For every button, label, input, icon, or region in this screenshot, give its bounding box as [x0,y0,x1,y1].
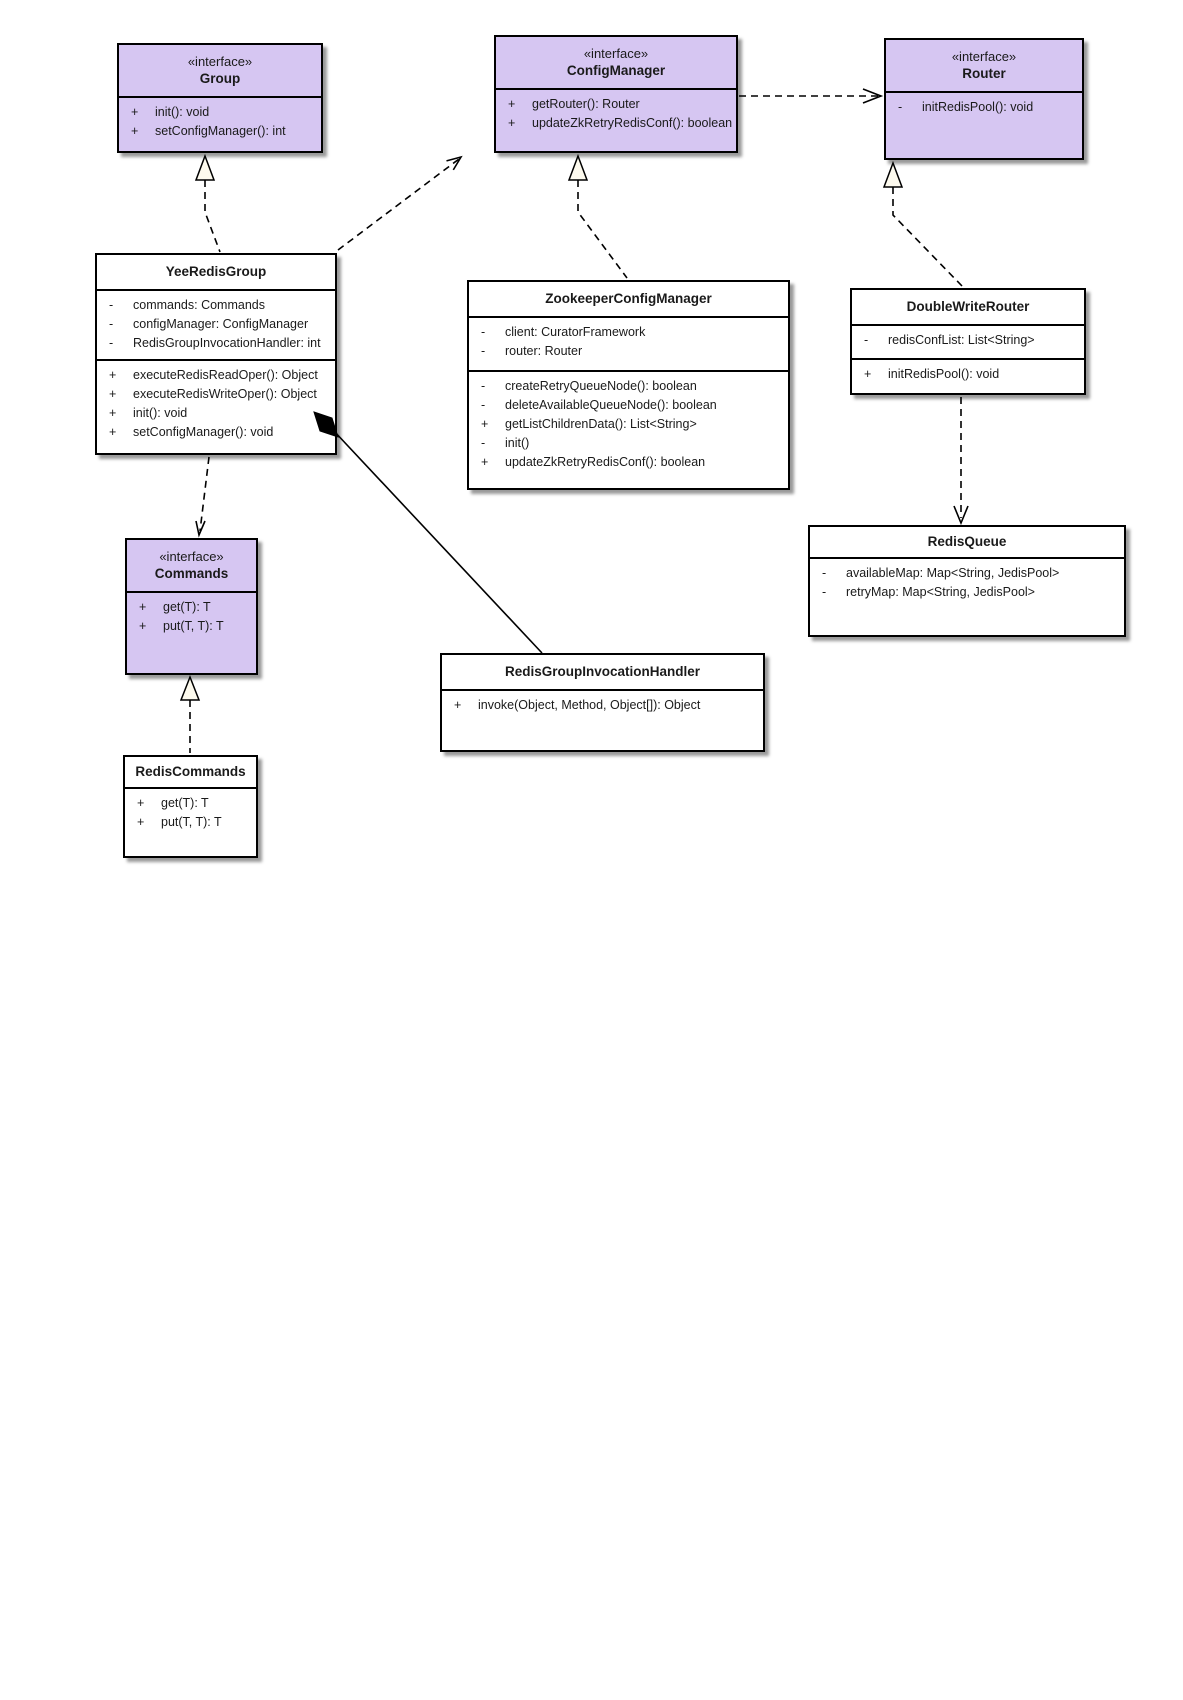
member-row [127,617,256,636]
class-header [496,37,736,90]
member-row [469,415,788,434]
member-row [97,404,335,423]
visibility-marker: + [109,425,117,439]
visibility-marker: + [131,124,139,138]
realization-rediscommands-commands [181,677,199,753]
dependency-configmanager-router [739,89,881,103]
class-header [469,282,788,318]
member-text: RedisGroupInvocationHandler: int [133,336,321,350]
member-row [97,334,335,353]
member-text: updateZkRetryRedisConf(): boolean [505,455,706,469]
visibility-marker: - [822,585,827,599]
class-name: RedisGroupInvocationHandler [504,664,701,679]
member-row [810,564,1124,583]
realization-zookeeperconfigmanager-configmanager [569,156,627,278]
member-row [442,696,763,715]
visibility-marker: + [864,367,872,381]
class-name: DoubleWriteRouter [906,299,1030,314]
visibility-marker: - [481,325,486,339]
operations-compartment [125,789,256,856]
class-group[interactable] [117,43,323,153]
member-text: configManager: ConfigManager [133,317,309,331]
member-text: updateZkRetryRedisConf(): boolean [532,116,733,130]
member-row [852,331,1084,350]
operations-compartment [886,93,1082,158]
open-arrowhead [196,521,205,535]
visibility-marker: + [139,619,147,633]
attributes-compartment [469,318,788,370]
class-header [119,45,321,98]
class-commands[interactable] [125,538,258,675]
stereotype-label: «interface» [583,46,649,61]
visibility-marker: - [481,344,486,358]
member-row [125,813,256,832]
member-text: deleteAvailableQueueNode(): boolean [505,398,717,412]
member-text: redisConfList: List<String> [888,333,1035,347]
class-name: Router [962,66,1006,81]
class-name: RedisCommands [135,764,246,779]
visibility-marker: - [864,333,869,347]
member-row [469,323,788,342]
class-name: RedisQueue [927,534,1007,549]
member-text: executeRedisWriteOper(): Object [133,387,317,401]
visibility-marker: - [481,398,486,412]
dependency-yeeredisgroup-commands [196,457,209,535]
member-row [127,598,256,617]
class-name: Group [199,71,241,86]
class-name: ZookeeperConfigManager [545,291,712,306]
member-row [469,342,788,361]
member-row [886,98,1082,117]
visibility-marker: + [139,600,147,614]
member-text: put(T, T): T [161,815,222,829]
member-text: createRetryQueueNode(): boolean [505,379,697,393]
open-arrowhead [954,506,968,523]
stereotype-label: «interface» [187,54,253,69]
member-text: getListChildrenData(): List<String> [505,417,697,431]
member-row [97,315,335,334]
member-text: retryMap: Map<String, JedisPool> [846,585,1035,599]
stereotype-label: «interface» [951,49,1017,64]
member-row [97,385,335,404]
hollow-triangle-arrowhead [181,677,199,700]
class-redisgroupinvocationhandler[interactable] [440,653,765,752]
member-row [469,377,788,396]
member-text: initRedisPool(): void [922,100,1034,114]
member-text: get(T): T [161,796,209,810]
member-text: client: CuratorFramework [505,325,646,339]
operations-compartment [97,359,335,453]
visibility-marker: + [109,406,117,420]
member-text: put(T, T): T [163,619,224,633]
visibility-marker: + [137,796,145,810]
class-configmanager[interactable] [494,35,738,153]
member-row [125,794,256,813]
member-text: getRouter(): Router [532,97,640,111]
class-header [127,540,256,593]
operations-compartment [119,98,321,151]
member-text: init(): void [133,406,188,420]
class-name: ConfigManager [566,63,666,78]
operations-compartment [852,358,1084,393]
member-text: commands: Commands [133,298,265,312]
class-header [125,757,256,789]
member-text: setConfigManager(): int [155,124,286,138]
dependency-doublewriterouter-redisqueue [954,397,968,523]
operations-compartment [442,691,763,750]
visibility-marker: - [822,566,827,580]
member-row [496,95,736,114]
class-header [886,40,1082,93]
operations-compartment [496,90,736,151]
visibility-marker: + [508,116,516,130]
visibility-marker: - [109,336,114,350]
class-header [442,655,763,691]
visibility-marker: + [137,815,145,829]
hollow-triangle-arrowhead [884,163,902,187]
member-row [119,103,321,122]
open-arrowhead [447,157,462,170]
class-name: YeeRedisGroup [165,264,267,279]
member-row [469,396,788,415]
member-text: init() [505,436,530,450]
member-text: executeRedisReadOper(): Object [133,368,318,382]
class-yeeredisgroup[interactable] [95,253,337,455]
hollow-triangle-arrowhead [569,156,587,180]
visibility-marker: - [481,436,486,450]
member-row [496,114,736,133]
member-text: availableMap: Map<String, JedisPool> [846,566,1060,580]
stereotype-label: «interface» [159,549,224,564]
attributes-compartment [810,559,1124,635]
class-zookeeperconfigmanager[interactable] [467,280,790,490]
visibility-marker: + [508,97,516,111]
member-text: router: Router [505,344,583,358]
visibility-marker: + [109,368,117,382]
dependency-yeeredisgroup-configmanager [338,157,461,250]
visibility-marker: + [481,455,489,469]
realization-yeeredisgroup-group [196,156,220,252]
class-rediscommands[interactable] [123,755,258,858]
member-text: initRedisPool(): void [888,367,1000,381]
member-text: invoke(Object, Method, Object[]): Object [478,698,701,712]
visibility-marker: + [481,417,489,431]
visibility-marker: - [109,317,114,331]
open-arrowhead [863,89,881,103]
member-text: get(T): T [163,600,211,614]
hollow-triangle-arrowhead [196,156,214,180]
class-redisqueue[interactable] [808,525,1126,637]
member-row [97,296,335,315]
class-name: Commands [154,566,229,581]
operations-compartment [127,593,256,673]
member-row [97,366,335,385]
class-header [810,527,1124,559]
member-row [469,453,788,472]
class-header [97,255,335,291]
visibility-marker: - [481,379,486,393]
member-text: init(): void [155,105,210,119]
class-router[interactable] [884,38,1084,160]
attributes-compartment [97,291,335,359]
member-row [97,423,335,442]
member-row [119,122,321,141]
member-text: setConfigManager(): void [133,425,274,439]
member-row [469,434,788,453]
member-row [810,583,1124,602]
realization-doublewriterouter-router [884,163,962,286]
attributes-compartment [852,326,1084,358]
operations-compartment [469,370,788,488]
visibility-marker: + [131,105,139,119]
class-header [852,290,1084,326]
class-doublewriterouter[interactable] [850,288,1086,395]
visibility-marker: - [109,298,114,312]
visibility-marker: + [109,387,117,401]
visibility-marker: - [898,100,903,114]
visibility-marker: + [454,698,462,712]
member-row [852,365,1084,384]
